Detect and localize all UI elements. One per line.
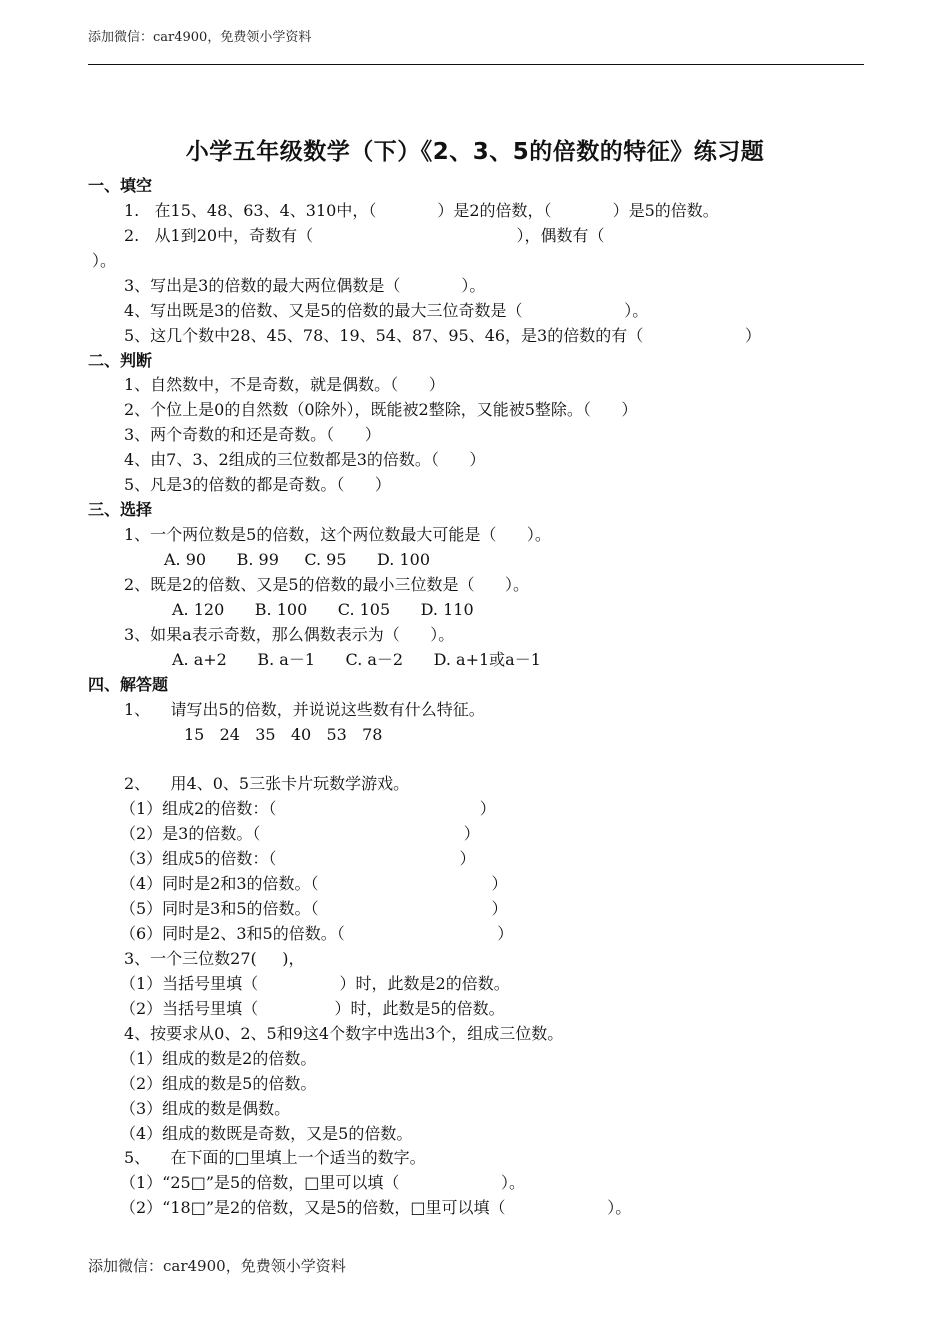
sub-question-line: （1）当括号里填（ ）时，此数是2的倍数。: [120, 974, 510, 993]
page-title: 小学五年级数学（下）《2、3、5的倍数的特征》练习题: [185, 139, 765, 165]
header-divider: [88, 64, 864, 65]
question-line: 3、写出是3的倍数的最大两位偶数是（ ）。: [124, 276, 486, 295]
sub-question-line: （3）组成的数是偶数。: [120, 1099, 291, 1118]
sub-question-line: （1）“25□”是5的倍数，□里可以填（ ）。: [120, 1173, 526, 1192]
question-line: 2、既是2的倍数、又是5的倍数的最小三位数是（ ）。: [124, 575, 530, 594]
sub-question-line: （3）组成5的倍数：（ ）: [120, 849, 476, 868]
sub-question-line: （4）组成的数既是奇数，又是5的倍数。: [120, 1124, 413, 1143]
number-list: 15 24 35 40 53 78: [184, 725, 383, 744]
question-line: 2. 从1到20中，奇数有（ ），偶数有（: [124, 226, 605, 245]
choice-options: A. 90 B. 99 C. 95 D. 100: [164, 550, 431, 569]
question-line: ）。: [92, 251, 117, 270]
question-line: 4、由7、3、2组成的三位数都是3的倍数。（ ）: [124, 450, 486, 469]
footer-watermark: 添加微信：car4900，免费领小学资料: [88, 1257, 346, 1275]
section-heading-word-problems: 四、解答题: [88, 675, 169, 694]
sub-question-line: （4）同时是2和3的倍数。（ ）: [120, 874, 508, 893]
question-line: 1. 在15、48、63、4、310中，（ ）是2的倍数，（ ）是5的倍数。: [124, 201, 719, 220]
section-heading-true-false: 二、判断: [88, 351, 153, 370]
section-heading-multiple-choice: 三、选择: [88, 500, 153, 519]
question-line: 5、凡是3的倍数的都是奇数。（ ）: [124, 475, 391, 494]
question-line: 2、 用4、0、5三张卡片玩数学游戏。: [124, 774, 410, 793]
choice-options: A. a+2 B. a－1 C. a－2 D. a+1或a－1: [172, 650, 541, 669]
sub-question-line: （2）当括号里填（ ）时，此数是5的倍数。: [120, 999, 505, 1018]
section-heading-fill-blank: 一、填空: [88, 176, 153, 195]
sub-question-line: （2）“18□”是2的倍数，又是5的倍数，□里可以填（ ）。: [120, 1198, 632, 1217]
question-line: 4、写出既是3的倍数、又是5的倍数的最大三位奇数是（ ）。: [124, 301, 649, 320]
question-line: 3、两个奇数的和还是奇数。（ ）: [124, 425, 381, 444]
question-line: 4、按要求从0、2、5和9这4个数字中选出3个，组成三位数。: [124, 1024, 564, 1043]
question-line: 1、一个两位数是5的倍数，这个两位数最大可能是（ ）。: [124, 525, 551, 544]
question-line: 3、一个三位数27( )，: [124, 949, 305, 968]
question-line: 5、 在下面的□里填上一个适当的数字。: [124, 1148, 426, 1167]
sub-question-line: （5）同时是3和5的倍数。（ ）: [120, 899, 508, 918]
sub-question-line: （6）同时是2、3和5的倍数。（ ）: [120, 924, 514, 943]
question-line: 2、个位上是0的自然数（0除外），既能被2整除，又能被5整除。（ ）: [124, 400, 638, 419]
question-line: 1、 请写出5的倍数，并说说这些数有什么特征。: [124, 700, 485, 719]
choice-options: A. 120 B. 100 C. 105 D. 110: [172, 600, 474, 619]
sub-question-line: （1）组成2的倍数：（ ）: [120, 799, 496, 818]
question-line: 3、如果a表示奇数，那么偶数表示为（ ）。: [124, 625, 455, 644]
sub-question-line: （2）是3的倍数。（ ）: [120, 824, 480, 843]
sub-question-line: （2）组成的数是5的倍数。: [120, 1074, 317, 1093]
question-line: 1、自然数中，不是奇数，就是偶数。（ ）: [124, 375, 445, 394]
sub-question-line: （1）组成的数是2的倍数。: [120, 1049, 317, 1068]
question-line: 5、这几个数中28、45、78、19、54、87、95、46，是3的倍数的有（ ）: [124, 326, 761, 345]
header-watermark: 添加微信：car4900，免费领小学资料: [88, 30, 312, 45]
